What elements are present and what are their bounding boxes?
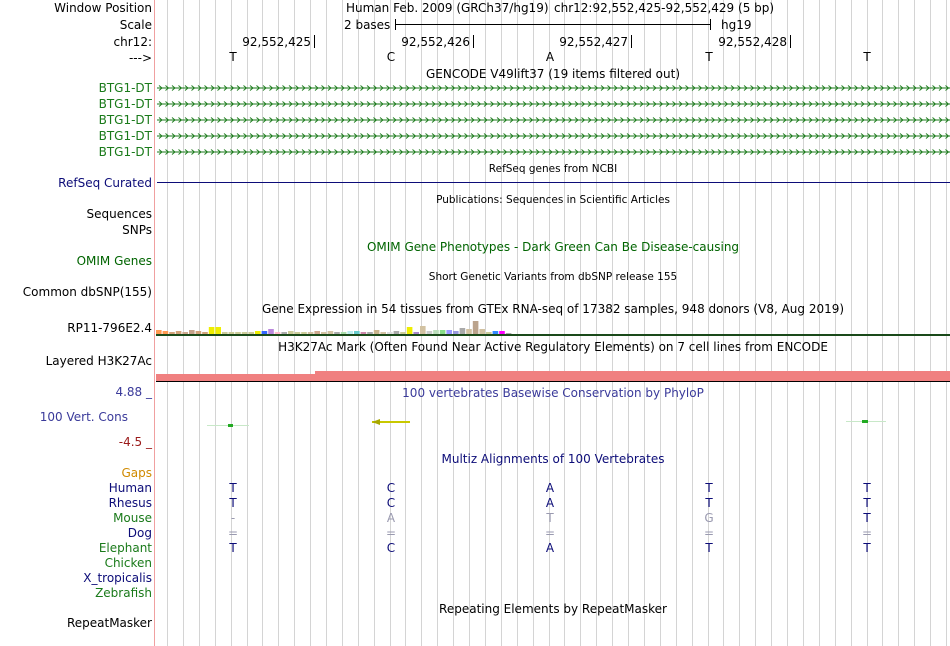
gencode-item-label[interactable]: BTG1-DT xyxy=(98,129,152,143)
h3k27ac-signal-high[interactable] xyxy=(315,371,950,381)
gaps-label[interactable]: Gaps xyxy=(121,466,152,480)
gtex-tissue-bar[interactable] xyxy=(473,321,479,334)
alignment-base: = xyxy=(861,526,873,540)
dbsnp-track-title: Short Genetic Variants from dbSNP release 155 xyxy=(428,271,678,283)
scale-label: Scale xyxy=(119,18,152,32)
scale-bar-left-tick xyxy=(395,19,396,30)
ruler-tick xyxy=(790,35,791,48)
reference-base: T xyxy=(229,50,237,64)
ruler-tick-label: 92,552,428 xyxy=(718,35,787,49)
multiz-track-title: Multiz Alignments of 100 Vertebrates xyxy=(441,452,665,466)
gencode-transcript[interactable] xyxy=(157,84,950,92)
species-label[interactable]: Dog xyxy=(127,526,152,540)
reference-base: C xyxy=(386,50,396,64)
alignment-base: G xyxy=(704,511,714,525)
gencode-item-label[interactable]: BTG1-DT xyxy=(98,145,152,159)
gencode-transcript[interactable] xyxy=(157,100,950,108)
assembly-name: Human Feb. 2009 (GRCh37/hg19) xyxy=(346,1,549,15)
ruler-tick-label: 92,552,425 xyxy=(242,35,311,49)
alignment-base: = xyxy=(544,526,556,540)
refseq-track-title: RefSeq genes from NCBI xyxy=(488,163,618,175)
ruler-tick xyxy=(473,35,474,48)
phylop-min-label: -4.5 _ xyxy=(118,435,152,449)
alignment-base: = xyxy=(703,526,715,540)
publications-sequences-label[interactable]: Sequences xyxy=(86,207,152,221)
alignment-base: T xyxy=(705,496,713,510)
omim-label[interactable]: OMIM Genes xyxy=(76,254,152,268)
species-label[interactable]: Rhesus xyxy=(108,496,152,510)
gencode-item-label[interactable]: BTG1-DT xyxy=(98,81,152,95)
reference-base: T xyxy=(863,50,871,64)
gencode-transcript[interactable] xyxy=(157,148,950,156)
h3k27ac-label[interactable]: Layered H3K27Ac xyxy=(45,354,152,368)
label-column-divider xyxy=(154,0,155,646)
gtex-tissue-bar[interactable] xyxy=(209,327,215,334)
alignment-base: A xyxy=(545,496,555,510)
alignment-base: = xyxy=(227,526,239,540)
alignment-base: T xyxy=(863,511,871,525)
alignment-base: T xyxy=(863,481,871,495)
phylop-mark-1-peak xyxy=(228,424,233,427)
gtex-tissue-bar[interactable] xyxy=(407,327,413,334)
alignment-base: T xyxy=(229,541,237,555)
repeatmasker-label[interactable]: RepeatMasker xyxy=(66,616,152,630)
reference-base: T xyxy=(705,50,713,64)
alignment-base: A xyxy=(545,481,555,495)
reference-base: A xyxy=(545,50,555,64)
ruler-tick xyxy=(314,35,315,48)
alignment-base: = xyxy=(385,526,397,540)
alignment-base: C xyxy=(386,481,396,495)
gtex-baseline xyxy=(156,334,950,336)
species-label[interactable]: Human xyxy=(108,481,152,495)
refseq-gene-line[interactable] xyxy=(157,182,950,183)
phylop-mark-3-peak xyxy=(862,420,868,423)
omim-track-title: OMIM Gene Phenotypes - Dark Green Can Be Disease-causing xyxy=(366,240,740,254)
alignment-base: C xyxy=(386,496,396,510)
alignment-base: A xyxy=(545,541,555,555)
gencode-transcript[interactable] xyxy=(157,132,950,140)
species-label[interactable]: Elephant xyxy=(98,541,152,555)
alignment-base: T xyxy=(705,481,713,495)
alignment-base: A xyxy=(386,511,396,525)
phylop-max-label: 4.88 _ xyxy=(115,385,152,399)
gtex-bar-graph[interactable] xyxy=(156,315,556,335)
alignment-base: T xyxy=(863,541,871,555)
scale-bar xyxy=(395,24,711,25)
phylop-label[interactable]: 100 Vert. Cons xyxy=(39,410,128,424)
h3k27ac-baseline xyxy=(156,381,950,382)
alignment-base: T xyxy=(546,511,554,525)
scale-db: hg19 xyxy=(721,18,752,32)
gtex-track-title: Gene Expression in 54 tissues from GTEx RNA-seq of 17382 samples, 948 donors (V8, Aug 2019) xyxy=(261,302,845,316)
gtex-tissue-bar[interactable] xyxy=(420,326,426,334)
alignment-base: T xyxy=(705,541,713,555)
species-label[interactable]: Chicken xyxy=(104,556,152,570)
dbsnp-label[interactable]: Common dbSNP(155) xyxy=(22,285,152,299)
alignment-base: T xyxy=(229,481,237,495)
publications-track-title: Publications: Sequences in Scientific Articles xyxy=(436,194,670,206)
scale-text: 2 bases xyxy=(344,18,391,32)
alignment-base: - xyxy=(230,511,236,525)
phylop-track-title: 100 vertebrates Basewise Conservation by PhyloP xyxy=(402,386,704,400)
ruler-tick-label: 92,552,426 xyxy=(401,35,470,49)
h3k27ac-track-title: H3K27Ac Mark (Often Found Near Active Regulatory Elements) on 7 cell lines from ENCODE xyxy=(278,340,828,354)
species-label[interactable]: Zebrafish xyxy=(95,586,152,600)
repeatmasker-track-title: Repeating Elements by RepeatMasker xyxy=(439,602,667,616)
species-label[interactable]: X_tropicalis xyxy=(83,571,152,585)
gtex-label[interactable]: RP11-796E2.4 xyxy=(67,321,152,335)
alignment-base: T xyxy=(229,496,237,510)
window-position-label: Window Position xyxy=(54,1,152,15)
publications-snps-label[interactable]: SNPs xyxy=(122,223,152,237)
gencode-item-label[interactable]: BTG1-DT xyxy=(98,113,152,127)
alignment-base: C xyxy=(386,541,396,555)
scale-bar-right-tick xyxy=(710,19,711,30)
h3k27ac-signal-low[interactable] xyxy=(156,374,315,381)
gencode-track-title: GENCODE V49lift37 (19 items filtered out) xyxy=(425,67,680,81)
ruler-tick-label: 92,552,427 xyxy=(559,35,628,49)
chrom-label: chr12: xyxy=(113,35,152,49)
strand-label: ---> xyxy=(128,51,152,65)
ruler-tick xyxy=(631,35,632,48)
refseq-label[interactable]: RefSeq Curated xyxy=(58,176,152,190)
gtex-tissue-bar[interactable] xyxy=(215,327,221,334)
gencode-item-label[interactable]: BTG1-DT xyxy=(98,97,152,111)
gencode-transcript[interactable] xyxy=(157,116,950,124)
species-label[interactable]: Mouse xyxy=(113,511,152,525)
alignment-base: T xyxy=(863,496,871,510)
position-text[interactable]: chr12:92,552,425-92,552,429 (5 bp) xyxy=(554,1,775,15)
